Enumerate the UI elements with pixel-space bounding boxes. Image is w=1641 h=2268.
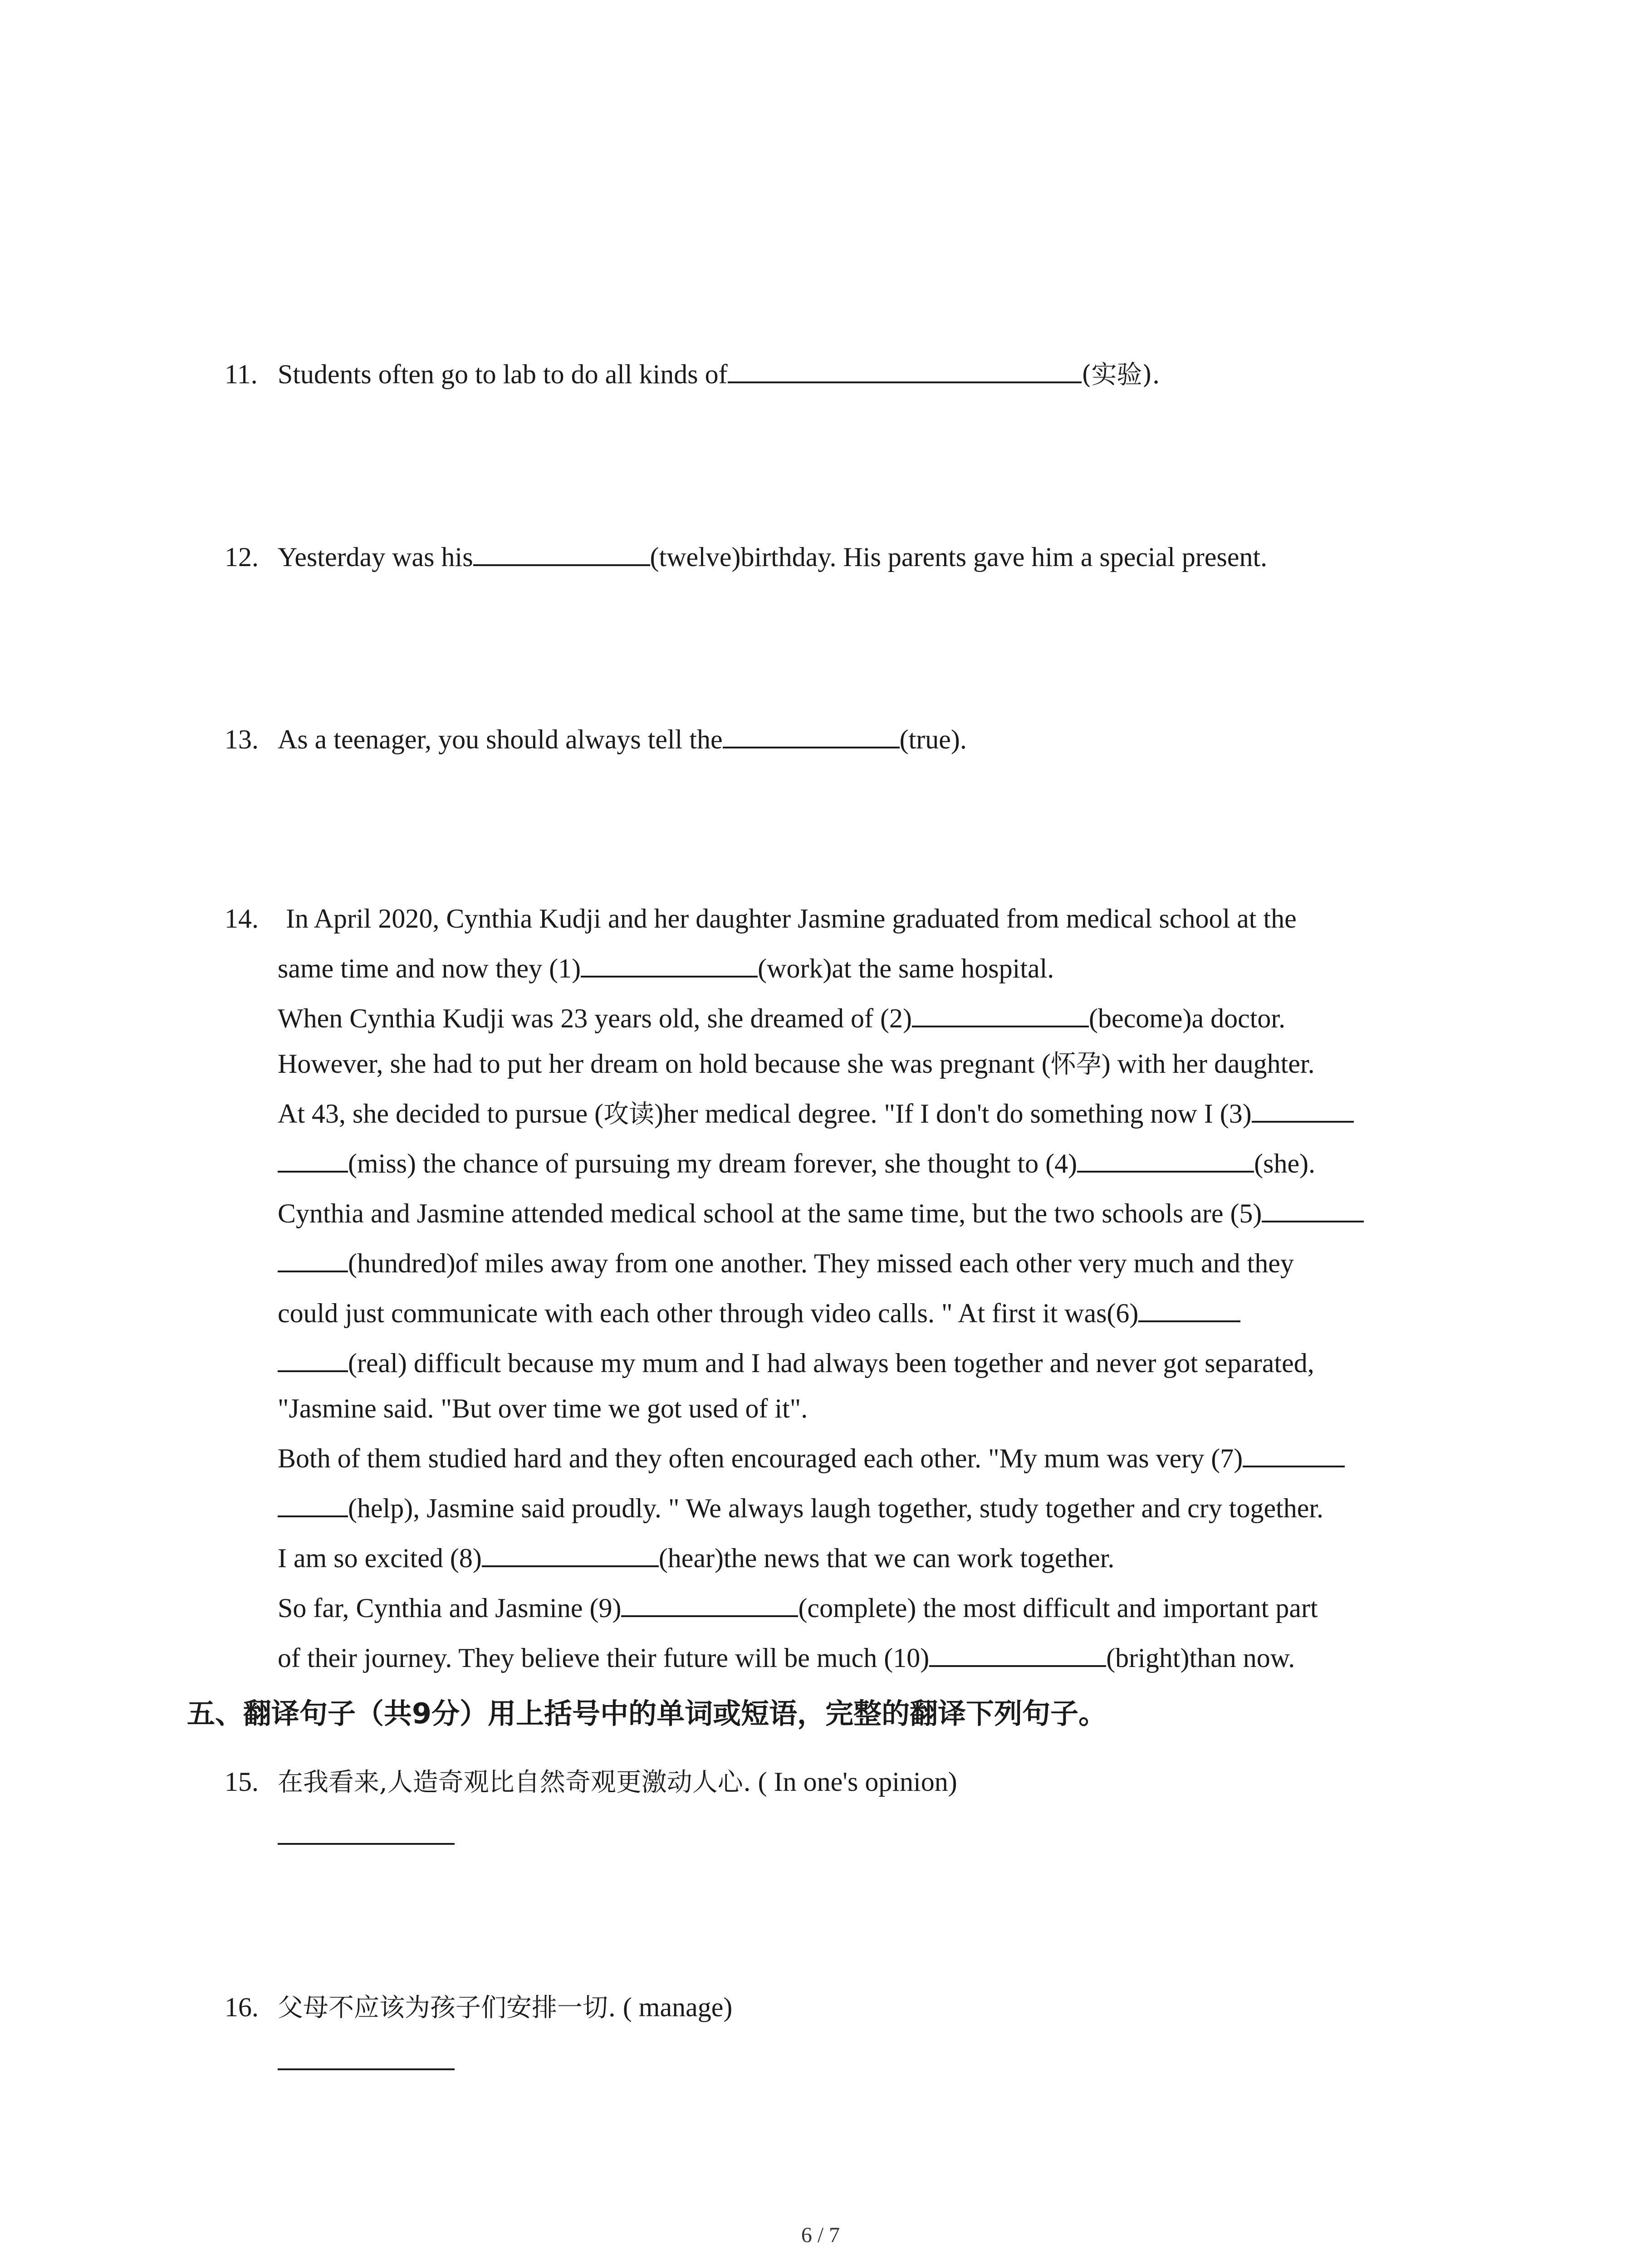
passage-text: (bright)than now. bbox=[1106, 1643, 1295, 1673]
question-number: 16. bbox=[225, 1992, 259, 2022]
answer-blank-8[interactable] bbox=[482, 1540, 659, 1567]
answer-blank-9[interactable] bbox=[621, 1590, 798, 1617]
passage-line bbox=[278, 1490, 1323, 1526]
passage-text: (work)at the same hospital. bbox=[758, 953, 1054, 983]
question-number: 11. bbox=[225, 359, 258, 389]
passage-text: (miss) the chance of pursuing my dream forever, she thought to (4) bbox=[348, 1149, 1078, 1178]
answer-blank-5[interactable] bbox=[1262, 1195, 1364, 1222]
passage-line bbox=[278, 1000, 1285, 1036]
passage-text: (help), Jasmine said proudly. " We always laugh together, study together and cry together. bbox=[348, 1493, 1324, 1523]
q11-hint: (实验). bbox=[1081, 360, 1161, 390]
passage-text: (complete) the most difficult and important part bbox=[798, 1593, 1318, 1623]
answer-line-15[interactable] bbox=[278, 1843, 455, 1845]
answer-blank-7[interactable] bbox=[1243, 1440, 1345, 1467]
answer-blank-6-cont[interactable] bbox=[278, 1345, 348, 1372]
passage-text: ) with her daughter. bbox=[1101, 1049, 1315, 1079]
answer-blank-3[interactable] bbox=[1252, 1095, 1354, 1123]
question-15 bbox=[278, 1764, 957, 1801]
passage-line bbox=[278, 1095, 1354, 1133]
passage-line bbox=[278, 1345, 1314, 1381]
answer-blank[interactable] bbox=[723, 721, 900, 748]
passage-line: "Jasmine said. "But over time we got used of it". bbox=[278, 1393, 808, 1423]
passage-text: Cynthia and Jasmine attended medical school at the same time, but the two schools are (5) bbox=[278, 1198, 1262, 1228]
answer-blank-5-cont[interactable] bbox=[278, 1245, 348, 1272]
answer-blank-10[interactable] bbox=[929, 1640, 1106, 1667]
q16-hint: ( manage) bbox=[616, 1992, 733, 2022]
question-number: 12. bbox=[225, 542, 259, 572]
q15-chinese: 在我看来,人造奇观比自然奇观更激动人心. bbox=[278, 1768, 751, 1797]
answer-blank-1[interactable] bbox=[581, 950, 758, 978]
passage-text: same time and now they (1) bbox=[278, 953, 581, 983]
passage-text: Both of them studied hard and they often encouraged each other. "My mum was very (7) bbox=[278, 1443, 1243, 1473]
passage-line bbox=[278, 1540, 1114, 1576]
answer-blank[interactable] bbox=[728, 356, 1082, 383]
answer-blank-7-cont[interactable] bbox=[278, 1490, 348, 1517]
passage-text: (hear)the news that we can work together. bbox=[658, 1543, 1115, 1573]
passage-line bbox=[278, 1195, 1364, 1232]
question-number: 13. bbox=[225, 724, 259, 754]
q12-hint: (twelve)birthday. His parents gave him a special present. bbox=[650, 542, 1268, 572]
passage-text: At 43, she decided to pursue ( bbox=[278, 1099, 604, 1129]
passage-text: of their journey. They believe their future will be much (10) bbox=[278, 1643, 930, 1673]
question-16 bbox=[278, 1989, 732, 2026]
passage-line bbox=[278, 1046, 1315, 1083]
answer-line-16[interactable] bbox=[278, 2068, 455, 2070]
passage-cjk: 怀孕 bbox=[1050, 1050, 1102, 1079]
passage-text: (become)a doctor. bbox=[1088, 1003, 1286, 1033]
section-heading: 五、翻译句子（共9分）用上括号中的单词或短语，完整的翻译下列句子。 bbox=[187, 1697, 1107, 1730]
answer-blank-2[interactable] bbox=[912, 1000, 1089, 1027]
answer-blank-4[interactable] bbox=[1077, 1145, 1254, 1173]
passage-text: When Cynthia Kudji was 23 years old, she dreamed of (2) bbox=[278, 1003, 912, 1033]
passage-line bbox=[278, 1245, 1294, 1281]
passage-text: )her medical degree. "If I don't do something now I (3) bbox=[654, 1099, 1252, 1129]
passage-text: I am so excited (8) bbox=[278, 1543, 482, 1573]
q12-text: Yesterday was his bbox=[278, 542, 473, 572]
question-13 bbox=[278, 721, 967, 758]
passage-line bbox=[278, 1440, 1345, 1476]
passage-line bbox=[278, 1145, 1315, 1182]
passage-text: (she). bbox=[1254, 1149, 1316, 1178]
answer-blank[interactable] bbox=[473, 539, 650, 566]
passage-text: (real) difficult because my mum and I had always been together and never got separated, bbox=[348, 1348, 1314, 1378]
question-11 bbox=[278, 356, 1160, 393]
passage-line bbox=[278, 950, 1054, 987]
passage-cjk: 攻读 bbox=[603, 1100, 655, 1129]
question-number: 14. bbox=[225, 904, 259, 934]
passage-text: So far, Cynthia and Jasmine (9) bbox=[278, 1593, 622, 1623]
answer-blank-6[interactable] bbox=[1138, 1295, 1240, 1322]
passage-line bbox=[278, 1640, 1295, 1676]
page-number: 6 / 7 bbox=[801, 2223, 840, 2247]
q13-text: As a teenager, you should always tell the bbox=[278, 724, 723, 754]
passage-text: (hundred)of miles away from one another. They missed each other very much and they bbox=[348, 1248, 1294, 1278]
question-number: 15. bbox=[225, 1767, 259, 1797]
passage-text: could just communicate with each other through video calls. " At first it was(6) bbox=[278, 1298, 1139, 1328]
passage-text: However, she had to put her dream on hold because she was pregnant ( bbox=[278, 1049, 1051, 1079]
q15-hint: ( In one's opinion) bbox=[751, 1767, 957, 1797]
q16-chinese: 父母不应该为孩子们安排一切. bbox=[278, 1993, 616, 2023]
passage-line: In April 2020, Cynthia Kudji and her daughter Jasmine graduated from medical school at the bbox=[286, 904, 1297, 934]
passage-line bbox=[278, 1590, 1318, 1626]
q13-hint: (true). bbox=[899, 724, 967, 754]
q11-text: Students often go to lab to do all kinds of bbox=[278, 359, 728, 389]
passage-line bbox=[278, 1295, 1240, 1331]
question-12 bbox=[278, 539, 1267, 575]
answer-blank-3-cont[interactable] bbox=[278, 1145, 348, 1173]
